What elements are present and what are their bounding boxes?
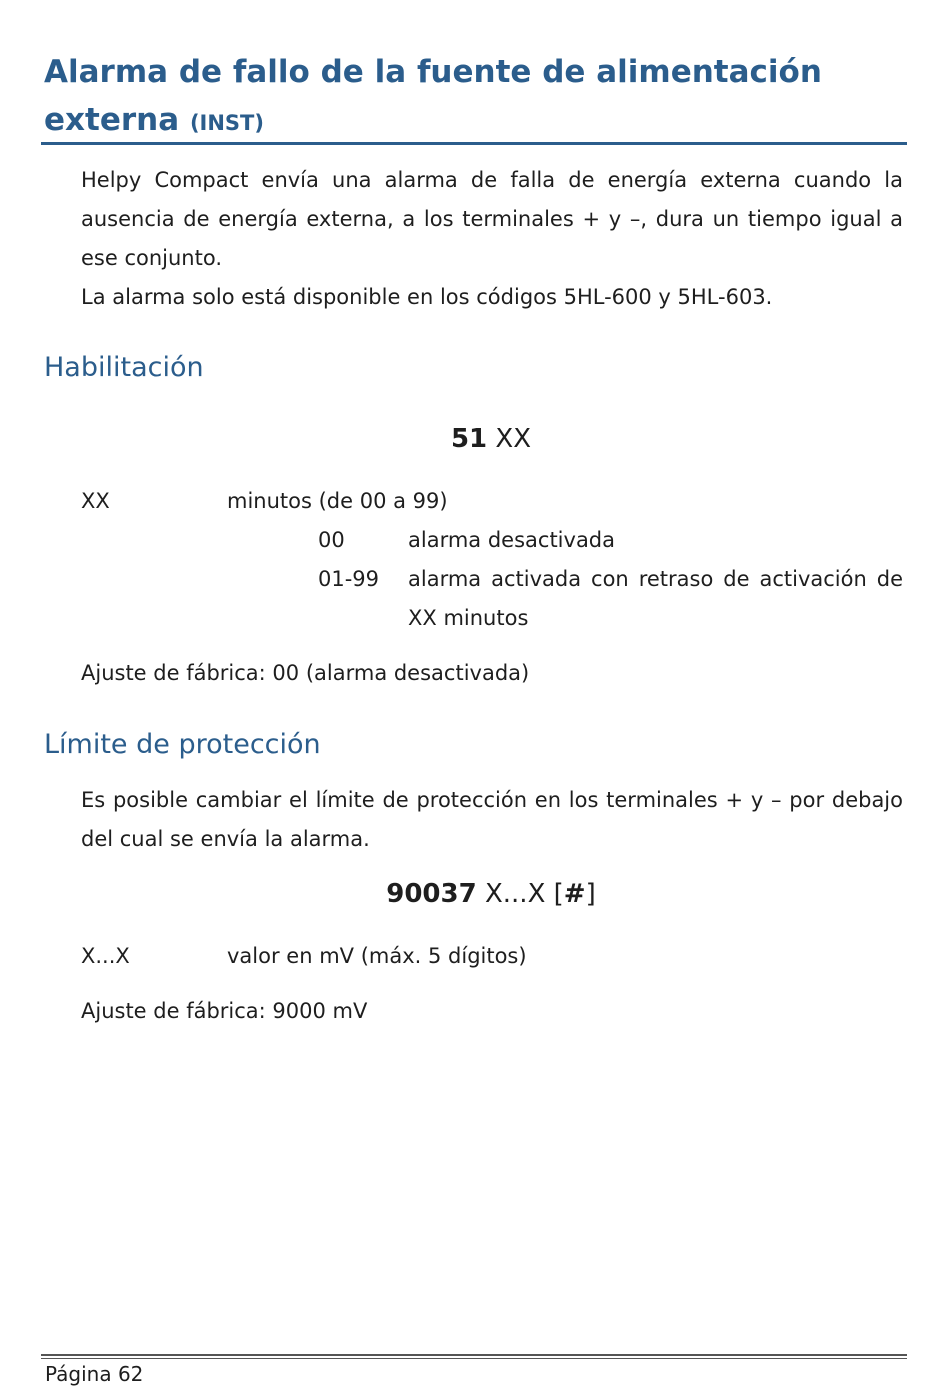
title-main: Alarma de fallo de la fuente de alimentación externa [44,54,822,138]
page-number: Página 62 [45,1362,144,1386]
option-value: 01-99 [318,567,380,591]
page-title [44,48,906,147]
param-description: valor en mV (máx. 5 dígitos) [227,944,527,968]
intro-paragraph: Helpy Compact envía una alarma de falla de energía externa cuando la ausencia de energía externa, a los terminales + y –, dura un tiempo igual a ese conjunto. [81,168,903,270]
param-label: XX [81,489,110,513]
section-heading-habilitacion: Habilitación [44,352,204,383]
option-value: 00 [318,528,345,552]
factory-setting-limit: Ajuste de fábrica: 9000 mV [81,999,368,1023]
code-limit-end: ] [585,879,596,909]
code-limit-number: 90037 [386,879,477,909]
section-heading-limite: Límite de protección [44,729,321,760]
param-label: X...X [81,944,130,968]
code-enable [0,424,950,454]
option-description: alarma desactivada [408,528,616,552]
option-description: alarma activada con retraso de activación de XX minutos [408,567,903,630]
param-description: minutos (de 00 a 99) [227,489,448,513]
limit-paragraph: Es posible cambiar el límite de protección en los terminales + y – por debajo del cual se envía la alarma. [81,788,903,851]
footer-divider-thin [41,1358,907,1359]
code-enable-param: XX [487,424,532,454]
intro-availability: La alarma solo está disponible en los códigos 5HL-600 y 5HL-603. [81,285,773,309]
title-divider [41,142,907,145]
code-enable-number: 51 [450,424,488,454]
footer-divider [41,1354,907,1356]
title-tag: (INST) [189,111,264,135]
code-limit-param: X...X [ [476,879,564,909]
factory-setting-enable: Ajuste de fábrica: 00 (alarma desactivada) [81,661,530,685]
code-limit [0,879,950,909]
code-limit-hash: # [563,879,586,909]
